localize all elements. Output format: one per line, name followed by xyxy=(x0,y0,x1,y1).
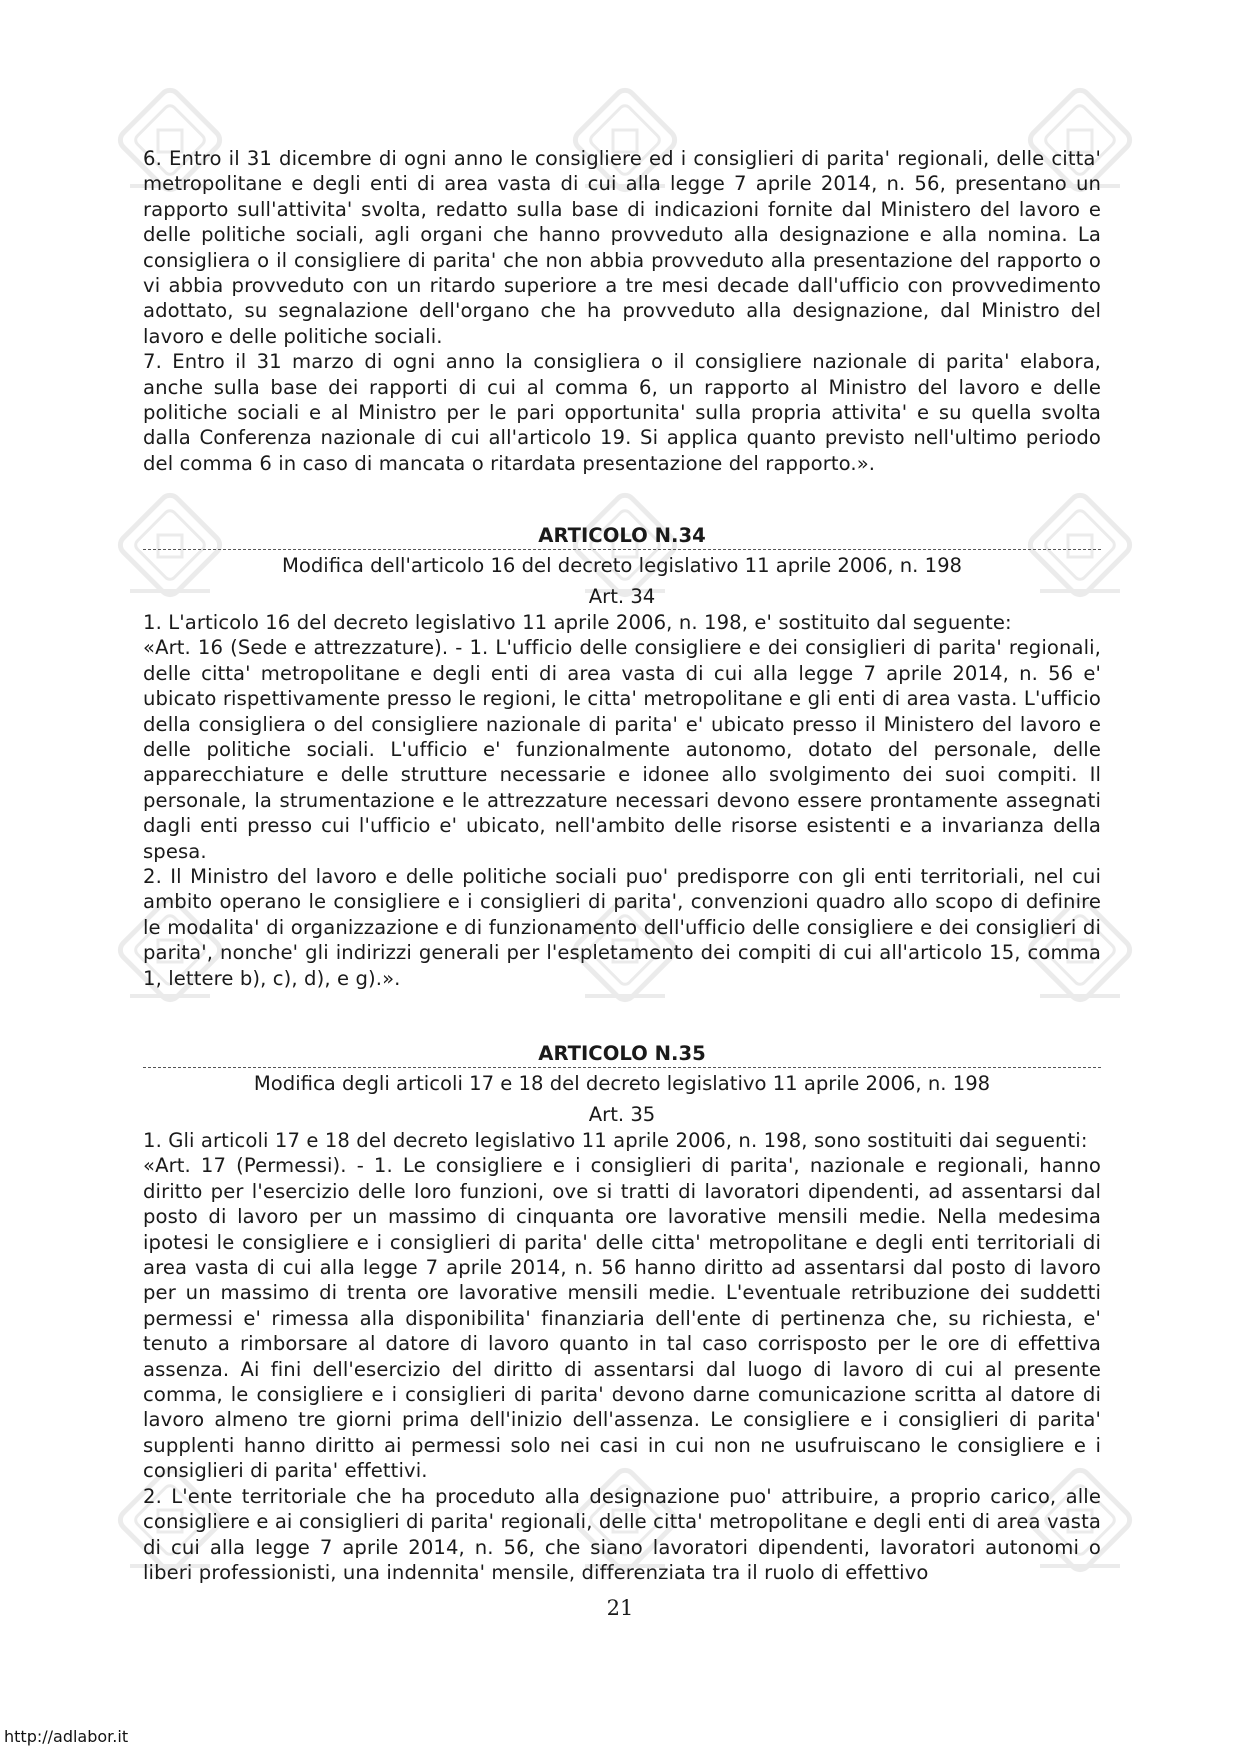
article-number: Art. 34 xyxy=(588,585,656,608)
article-heading: ARTICOLO N.34 xyxy=(143,524,1101,550)
article-subtitle: Modifica dell'articolo 16 del decreto legislativo 11 aprile 2006, n. 198 xyxy=(281,554,963,577)
article-paragraph: «Art. 17 (Permessi). - 1. Le consigliere e i consiglieri di parita', nazionale e regionali, hanno diritto per l'esercizio delle loro funzioni, ove si tratti di lavoratori dipendenti, ad assentarsi dal posto di lavoro per un massimo di cinquanta ore lavorative mensili medie. Nella medesima ipotesi le consigliere e i consiglieri di parita' delle citta' metropolitane e degli enti territoriali di area vasta di cui alla legge 7 aprile 2014, n. 56 hanno diritto ad assentarsi dal posto di lavoro per un massimo di trenta ore lavorative mensili medie. L'eventuale retribuzione dei suddetti permessi e' rimessa alla disponibilita' finanziaria dell'ente di pertinenza che, su richiesta, e' tenuto a rimborsare al datore di lavoro quanto in tal caso corrisposto per le ore di effettiva assenza. Ai fini dell'esercizio del diritto di assentarsi dal luogo di lavoro di cui al presente comma, le consigliere e i consiglieri di parita' devono darne comunicazione scritta al datore di lavoro almeno tre giorni prima dell'inizio dell'assenza. Le consigliere e i consiglieri di parita' supplenti hanno diritto ai permessi solo nei casi in cui non ne usufruiscano le consigliere e i consiglieri di parita' effettivi. xyxy=(143,1154,1101,1483)
article-number: Art. 35 xyxy=(588,1103,656,1126)
article-34-section xyxy=(143,524,1101,991)
article-paragraph: «Art. 16 (Sede e attrezzature). - 1. L'ufficio delle consigliere e dei consiglieri di parita' regionali, delle citta' metropolitane e degli enti di area vasta di cui alla legge 7 aprile 2014, n. 56 e' ubicato rispettivamente presso le regioni, le citta' metropolitane e gli enti di area vasta. L'ufficio della consigliera o del consigliere nazionale di parita' e' ubicato presso il Ministero del lavoro e delle politiche sociali. L'ufficio e' funzionalmente autonomo, dotato del personale, delle apparecchiature e delle strutture necessarie e idonee allo svolgimento dei suoi compiti. Il personale, la strumentazione e le attrezzature necessari devono essere prontamente assegnati dagli enti presso cui l'ufficio e' ubicato, nell'ambito delle risorse esistenti e a invarianza della spesa. xyxy=(143,636,1101,863)
article-paragraph: 2. Il Ministro del lavoro e delle politiche sociali puo' predisporre con gli enti territoriali, nel cui ambito operano le consigliere e i consiglieri di parita', convenzioni quadro allo scopo di definire le modalita' di organizzazione e di funzionamento dell'ufficio delle consigliere e dei consiglieri di parita', nonche' gli indirizzi generali per l'espletamento dei compiti di cui all'articolo 15, comma 1, lettere b), c), d), e g).». xyxy=(143,865,1101,990)
paragraph-comma-7: 7. Entro il 31 marzo di ogni anno la consigliera o il consigliere nazionale di parita' elabora, anche sulla base dei rapporti di cui al comma 6, un rapporto al Ministro del lavoro e delle politiche sociali e al Ministro per le pari opportunita' sulla propria attivita' e su quella svolta dalla Conferenza nazionale di cui all'articolo 19. Si applica quanto previsto nell'ultimo periodo del comma 6 in caso di mancata o ritardata presentazione del rapporto.». xyxy=(143,350,1101,475)
article-subtitle: Modifica degli articoli 17 e 18 del decreto legislativo 11 aprile 2006, n. 198 xyxy=(253,1072,991,1095)
page-number: 21 xyxy=(606,1596,634,1620)
footer-url[interactable]: http://adlabor.it xyxy=(4,1727,129,1746)
article-paragraph: 2. L'ente territoriale che ha proceduto alla designazione puo' attribuire, a proprio carico, alle consigliere e ai consiglieri di parita' regionali, delle citta' metropolitane e degli enti di area vasta di cui alla legge 7 aprile 2014, n. 56, che siano lavoratori dipendenti, lavoratori autonomi o liberi professionisti, una indennita' mensile, differenziata tra il ruolo di effettivo xyxy=(143,1484,1101,1584)
article-heading: ARTICOLO N.35 xyxy=(143,1042,1101,1068)
article-paragraph: 1. Gli articoli 17 e 18 del decreto legislativo 11 aprile 2006, n. 198, sono sostituiti dai seguenti: xyxy=(143,1129,1088,1152)
paragraph-comma-6: 6. Entro il 31 dicembre di ogni anno le consigliere ed i consiglieri di parita' regionali, delle citta' metropolitane e degli enti di area vasta di cui alla legge 7 aprile 2014, n. 56, presentano un rapporto sull'attivita' svolta, redatto sulla base di indicazioni fornite dal Ministero del lavoro e delle politiche sociali, agli organi che hanno provveduto alla designazione e alla nomina. La consigliera o il consigliere di parita' che non abbia provveduto alla presentazione del rapporto o vi abbia provveduto con un ritardo superiore a tre mesi decade dall'ufficio con provvedimento adottato, su segnalazione dell'organo che ha provveduto alla designazione, dal Ministro del lavoro e delle politiche sociali. xyxy=(143,147,1101,348)
article-paragraph: 1. L'articolo 16 del decreto legislativo 11 aprile 2006, n. 198, e' sostituito dal seguente: xyxy=(143,611,1012,634)
document-body xyxy=(143,146,1101,1584)
intro-section xyxy=(143,146,1101,476)
article-35-section xyxy=(143,1042,1101,1585)
